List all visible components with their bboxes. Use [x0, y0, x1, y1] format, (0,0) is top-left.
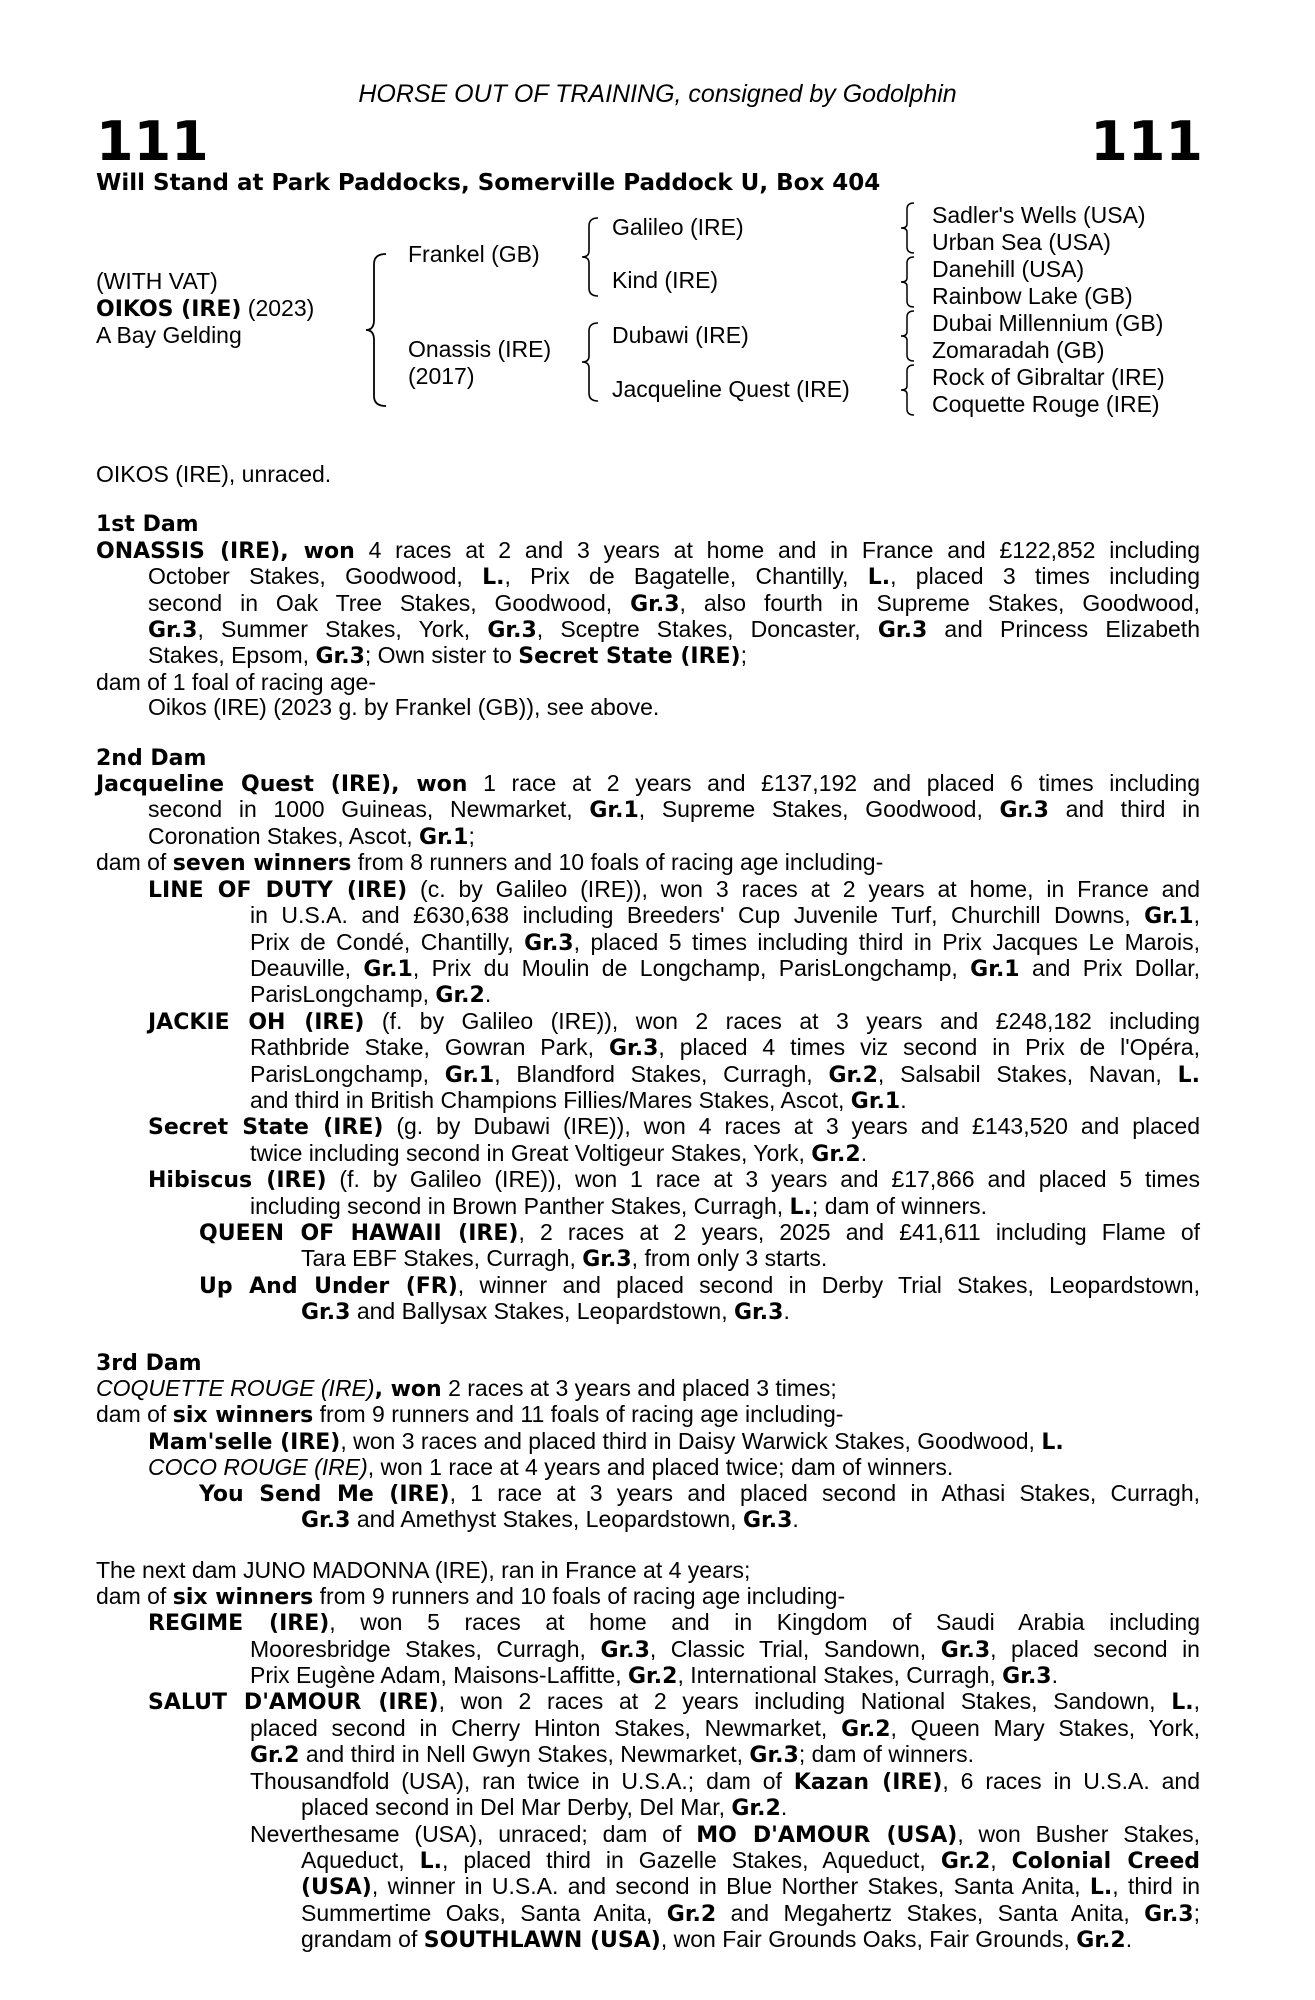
- record-text: and third in Nell Gwyn Stakes, Newmarket,: [299, 1741, 750, 1768]
- record-text: (f. by Galileo (IRE)), won 2 races at 3 years and £248,182 including: [364, 1007, 1200, 1034]
- first-dam-line: [96, 617, 1200, 643]
- grade-label: Gr.3: [600, 1637, 650, 1663]
- second-dam-section: [96, 746, 1200, 1326]
- pedigree-brace-gg1: [898, 200, 918, 256]
- winners-count: seven winners: [172, 851, 352, 877]
- record-text: , placed 3 times including: [890, 563, 1200, 590]
- horse-year: (2023): [241, 295, 315, 321]
- record-text: Prix Eugène Adam, Maisons-Laffitte,: [250, 1662, 628, 1689]
- third-dam-produce-note: [96, 1402, 1200, 1428]
- sire-dam: Kind (IRE): [612, 267, 719, 293]
- produce-entry-line: [96, 1663, 1200, 1689]
- record-text: (c. by Galileo (IRE)), won 3 races at 2 years at home, in France and: [407, 875, 1200, 902]
- vat-note: (WITH VAT): [96, 268, 218, 294]
- record-text: Deauville,: [250, 954, 364, 981]
- record-text: ; dam of winners.: [811, 1192, 988, 1219]
- pedigree-brace-dam: [580, 320, 604, 404]
- record-text: , Blandford Stakes, Curragh,: [494, 1060, 829, 1087]
- record-text: 1 race at 2 years and £137,192 and placed 6 times including: [467, 770, 1201, 797]
- produce-entry-line: [96, 1848, 1200, 1874]
- won-label: , won: [374, 1377, 442, 1402]
- record-text: , placed third in Gazelle Stakes, Aqueduct,: [441, 1846, 941, 1873]
- horse-summary: OIKOS (IRE), unraced.: [96, 461, 332, 487]
- produce-entry: [96, 1822, 1200, 1848]
- grade-label: Gr.2: [811, 1141, 861, 1167]
- record-text: 4 races at 2 and 3 years at home and in France and £122,852 including: [354, 536, 1200, 563]
- grade-label: Gr.2: [666, 1901, 717, 1927]
- produce-entry-line: [96, 1246, 1200, 1272]
- record-text: , third in: [1112, 1873, 1200, 1900]
- produce-name: Kazan (IRE): [793, 1769, 943, 1795]
- produce-name: You Send Me (IRE): [199, 1481, 450, 1507]
- produce-name: COCO ROUGE (IRE): [148, 1454, 368, 1481]
- record-text: placed second in Del Mar Derby, Del Mar,: [301, 1794, 732, 1821]
- grade-label: Gr.3: [1144, 1901, 1194, 1927]
- produce-entry-line: [96, 1088, 1200, 1114]
- record-text: , Prix du Moulin de Longchamp, ParisLongchamp,: [412, 954, 971, 981]
- first-dam-line: [96, 643, 1200, 669]
- produce-name: Up And Under (FR): [199, 1273, 458, 1299]
- produce-entry-line: [96, 1637, 1200, 1663]
- record-text: Mooresbridge Stakes, Curragh,: [250, 1635, 601, 1662]
- record-text: Summertime Oaks, Santa Anita,: [301, 1899, 667, 1926]
- lot-number-left: 111: [96, 110, 209, 173]
- record-text: , from only 3 starts.: [631, 1245, 828, 1272]
- pedigree-brace-gg3: [898, 308, 918, 364]
- catalogue-body: [96, 462, 1200, 1954]
- dam-dam: Jacqueline Quest (IRE): [612, 376, 850, 402]
- pedigree-brace-sire: [580, 215, 604, 299]
- grade-label: Gr.1: [589, 798, 639, 824]
- produce-name: SALUT D'AMOUR (IRE): [148, 1690, 439, 1716]
- grade-label: Gr.1: [970, 956, 1020, 982]
- record-text: grandam of: [301, 1926, 424, 1953]
- record-text: ,: [1193, 1688, 1200, 1715]
- record-text: , Prix de Bagatelle, Chantilly,: [504, 563, 868, 590]
- grade-label: Gr.2: [731, 1796, 781, 1822]
- record-text: Aqueduct,: [301, 1846, 420, 1873]
- produce-entry: [96, 1009, 1200, 1035]
- produce-name: (USA): [301, 1875, 372, 1901]
- produce-entry-line: [96, 1742, 1200, 1768]
- record-text: and Amethyst Stakes, Leopardstown,: [350, 1506, 743, 1533]
- produce-entry-line: [96, 1141, 1200, 1167]
- produce-entry: [96, 1689, 1200, 1715]
- great-grandsire-2: Danehill (USA): [932, 256, 1085, 282]
- grade-label: Gr.3: [582, 1247, 632, 1273]
- record-text: , won Fair Grounds Oaks, Fair Grounds,: [660, 1926, 1077, 1953]
- grade-label: Gr.2: [940, 1848, 991, 1874]
- grade-label: Gr.3: [940, 1637, 991, 1663]
- record-text: (f. by Galileo (IRE)), won 1 race at 3 years and £17,866 and placed 5 times: [326, 1166, 1200, 1193]
- produce-entry: [96, 1114, 1200, 1140]
- produce-entry-line: [96, 1874, 1200, 1900]
- dam-sire: Dubawi (IRE): [612, 322, 749, 348]
- record-text: , placed 5 times including third in Prix Jacques Le Marois,: [573, 928, 1200, 955]
- record-text: second in 1000 Guineas, Newmarket,: [148, 796, 590, 823]
- record-text: (g. by Dubawi (IRE)), won 4 races at 3 years and £143,520 and placed: [383, 1113, 1200, 1140]
- grade-label: L.: [1171, 1690, 1194, 1716]
- great-grandsire-3: Dubai Millennium (GB): [932, 310, 1164, 336]
- grade-label: Gr.1: [850, 1088, 901, 1114]
- first-dam-foal: Oikos (IRE) (2023 g. by Frankel (GB)), see above.: [148, 694, 660, 721]
- produce-entry-line: [96, 1795, 1200, 1821]
- produce-entry: [96, 1769, 1200, 1795]
- record-text: .: [860, 1139, 868, 1166]
- grade-label: Gr.2: [250, 1743, 300, 1769]
- record-text: ; Own sister to: [364, 642, 519, 669]
- record-text: placed second in Cherry Hinton Stakes, Newmarket,: [250, 1714, 842, 1741]
- produce-name: Mam'selle (IRE): [148, 1429, 341, 1455]
- record-text: from 8 runners and 10 foals of racing age including-: [351, 849, 884, 876]
- grand-produce-entry: [96, 1220, 1200, 1246]
- record-text: Coronation Stakes, Ascot,: [148, 822, 420, 849]
- grade-label: Gr.1: [363, 956, 413, 982]
- first-dam-produce-note: dam of 1 foal of racing age-: [96, 668, 376, 695]
- record-text: and third in: [1048, 796, 1200, 823]
- grade-label: Gr.3: [1002, 1664, 1052, 1690]
- record-text: .: [1051, 1662, 1058, 1689]
- produce-entry: [96, 877, 1200, 903]
- grade-label: Gr.2: [841, 1716, 891, 1742]
- produce-name: JACKIE OH (IRE): [148, 1009, 365, 1035]
- produce-entry-line: [96, 1035, 1200, 1061]
- record-text: .: [792, 1506, 799, 1533]
- great-granddam-3: Zomaradah (GB): [932, 337, 1105, 363]
- record-text: .: [484, 981, 492, 1008]
- record-text: and Prix Dollar,: [1019, 954, 1200, 981]
- produce-entry-line: [96, 903, 1200, 929]
- produce-entry-line: [96, 1507, 1200, 1533]
- third-dam-heading: 3rd Dam: [96, 1350, 202, 1376]
- record-text: , placed second in: [990, 1635, 1200, 1662]
- horse-description: A Bay Gelding: [96, 322, 242, 348]
- record-text: 2 races at 3 years and placed 3 times;: [441, 1375, 837, 1401]
- grade-label: Gr.3: [742, 1508, 793, 1534]
- third-dam-line: [96, 1376, 1200, 1402]
- lot-number-right: 111: [1090, 110, 1203, 173]
- produce-entry-line: [96, 982, 1200, 1008]
- produce-name: Secret State (IRE): [148, 1115, 384, 1141]
- record-text: , also fourth in Supreme Stakes, Goodwood,: [679, 589, 1200, 616]
- first-dam-name: ONASSIS (IRE): [96, 538, 281, 564]
- grade-label: L.: [867, 565, 891, 591]
- produce-name: LINE OF DUTY (IRE): [148, 877, 408, 903]
- pedigree-brace-gg2: [898, 254, 918, 310]
- record-text: Thousandfold (USA), ran twice in U.S.A.; dam of: [250, 1767, 794, 1794]
- record-text: , 1 race at 3 years and placed second in Athasi Stakes, Curragh,: [449, 1479, 1200, 1506]
- horse-name-line: [96, 295, 314, 323]
- produce-name: QUEEN OF HAWAII (IRE): [199, 1220, 519, 1246]
- record-text: , winner and placed second in Derby Trial Stakes, Leopardstown,: [457, 1271, 1200, 1298]
- grand-produce-entry: [96, 1273, 1200, 1299]
- record-text: ;: [740, 642, 747, 669]
- won-label: , won: [391, 772, 468, 798]
- grade-label: Gr.1: [1144, 904, 1194, 930]
- grade-label: Gr.1: [419, 824, 469, 850]
- record-text: , 2 races at 2 years, 2025 and £41,611 including Flame of: [518, 1218, 1200, 1245]
- record-text: , won 3 races and placed third in Daisy Warwick Stakes, Goodwood,: [340, 1427, 1042, 1454]
- record-text: , International Stakes, Curragh,: [677, 1662, 1003, 1689]
- pedigree-brace-gg4: [898, 362, 918, 418]
- record-text: .: [783, 1298, 790, 1325]
- grade-label: Gr.3: [608, 1036, 659, 1062]
- record-text: , won Busher Stakes,: [957, 1820, 1200, 1847]
- record-text: Tara EBF Stakes, Curragh,: [301, 1245, 583, 1272]
- second-dam-heading: 2nd Dam: [96, 745, 207, 771]
- record-text: , Salsabil Stakes, Navan,: [877, 1060, 1178, 1087]
- first-dam-section: [96, 512, 1200, 720]
- record-text: and Megahertz Stakes, Santa Anita,: [716, 1899, 1145, 1926]
- second-dam-line: [96, 824, 1200, 850]
- record-text: and Princess Elizabeth: [927, 616, 1200, 643]
- second-dam-line: [96, 771, 1200, 797]
- produce-entry: [96, 1610, 1200, 1636]
- great-granddam-2: Rainbow Lake (GB): [932, 283, 1133, 309]
- great-granddam-4: Coquette Rouge (IRE): [932, 391, 1160, 417]
- stand-location: Will Stand at Park Paddocks, Somerville Paddock U, Box 404: [96, 170, 881, 196]
- record-text: second in Oak Tree Stakes, Goodwood,: [148, 589, 631, 616]
- grade-label: Gr.3: [148, 618, 198, 644]
- record-text: .: [900, 1086, 907, 1113]
- next-dam-produce-note: [96, 1584, 1200, 1610]
- record-text: ;: [468, 822, 475, 849]
- record-text: dam of: [96, 849, 173, 876]
- record-text: ;: [1193, 1899, 1200, 1926]
- record-text: , Summer Stakes, York,: [197, 616, 488, 643]
- grade-label: L.: [1177, 1062, 1200, 1088]
- record-text: .: [780, 1794, 788, 1821]
- grade-label: Gr.3: [487, 618, 537, 644]
- great-grandsire-1: Sadler's Wells (USA): [932, 202, 1146, 228]
- record-text: , Sceptre Stakes, Doncaster,: [536, 616, 878, 643]
- produce-entry-line: [96, 1927, 1200, 1953]
- grade-label: Gr.2: [1076, 1928, 1126, 1954]
- grade-label: Gr.3: [630, 591, 680, 617]
- produce-name: REGIME (IRE): [148, 1611, 330, 1637]
- grade-label: L.: [482, 565, 505, 591]
- record-text: October Stakes, Goodwood,: [148, 563, 483, 590]
- next-dam-line: The next dam JUNO MADONNA (IRE), ran in France at 4 years;: [96, 1557, 751, 1584]
- grade-label: L.: [419, 1848, 442, 1874]
- first-dam-line: [96, 591, 1200, 617]
- record-text: including second in Brown Panther Stakes, Curragh,: [250, 1192, 790, 1219]
- record-text: , won 5 races at home and in Kingdom of Saudi Arabia including: [329, 1609, 1200, 1636]
- great-granddam-1: Urban Sea (USA): [932, 229, 1111, 255]
- record-text: Neverthesame (USA), unraced; dam of: [250, 1820, 697, 1847]
- produce-entry: [96, 1167, 1200, 1193]
- produce-name: Colonial Creed: [1011, 1848, 1201, 1874]
- sire-sire: Galileo (IRE): [612, 214, 744, 240]
- produce-name: MO D'AMOUR (USA): [696, 1822, 958, 1848]
- first-dam-line: [96, 564, 1200, 590]
- second-dam-name: Jacqueline Quest (IRE): [96, 772, 392, 798]
- grade-label: Gr.3: [999, 798, 1049, 824]
- grade-label: Gr.3: [315, 644, 365, 670]
- record-text: .: [1125, 1926, 1133, 1953]
- sibling-name: Secret State (IRE): [518, 644, 741, 670]
- sire: Frankel (GB): [408, 241, 540, 267]
- produce-entry-line: [96, 1716, 1200, 1742]
- record-text: , winner in U.S.A. and second in Blue Norther Stakes, Santa Anita,: [371, 1873, 1090, 1900]
- grand-produce-entry: [96, 1481, 1200, 1507]
- record-text: dam of: [96, 1582, 173, 1609]
- grade-label: Gr.2: [435, 983, 485, 1009]
- produce-name: Hibiscus (IRE): [148, 1168, 327, 1194]
- record-text: ,: [990, 1846, 1012, 1873]
- record-text: , won 1 race at 4 years and placed twice; dam of winners.: [367, 1454, 954, 1481]
- record-text: from 9 runners and 10 foals of racing age including-: [313, 1582, 846, 1609]
- dam-year: (2017): [408, 363, 475, 389]
- horse-name: OIKOS (IRE): [96, 297, 242, 322]
- record-text: ParisLongchamp,: [250, 981, 436, 1008]
- record-text: ,: [1193, 902, 1200, 929]
- record-text: , Classic Trial, Sandown,: [649, 1635, 941, 1662]
- grade-label: Gr.3: [301, 1300, 351, 1326]
- second-dam-line: [96, 797, 1200, 823]
- produce-entry-line: [96, 1062, 1200, 1088]
- record-text: from 9 runners and 11 foals of racing age including-: [313, 1401, 844, 1428]
- record-text: , won 2 races at 2 years including National Stakes, Sandown,: [438, 1688, 1172, 1715]
- produce-entry: [96, 1455, 1200, 1480]
- grade-label: Gr.3: [877, 618, 928, 644]
- grade-label: L.: [789, 1194, 812, 1220]
- dam-name: Onassis (IRE): [408, 336, 552, 362]
- record-text: and third in British Champions Fillies/Mares Stakes, Ascot,: [250, 1086, 851, 1113]
- record-text: Rathbride Stake, Gowran Park,: [250, 1034, 609, 1061]
- produce-entry: [96, 1429, 1200, 1455]
- first-dam-line: [96, 538, 1200, 564]
- grade-label: Gr.3: [301, 1508, 351, 1534]
- grade-label: L.: [1041, 1429, 1064, 1455]
- third-dam-name: COQUETTE ROUGE (IRE): [96, 1375, 375, 1401]
- record-text: Prix de Condé, Chantilly,: [250, 928, 525, 955]
- second-dam-produce-note: [96, 850, 1200, 876]
- pedigree-brace-main: [364, 250, 394, 410]
- grade-label: L.: [1089, 1875, 1113, 1901]
- grade-label: Gr.3: [734, 1300, 784, 1326]
- won-label: , won: [280, 538, 355, 564]
- grade-label: Gr.2: [828, 1062, 878, 1088]
- produce-entry-line: [96, 1194, 1200, 1220]
- third-dam-section: [96, 1351, 1200, 1534]
- produce-entry-line: [96, 1901, 1200, 1927]
- grade-label: Gr.1: [444, 1062, 495, 1088]
- record-text: in U.S.A. and £630,638 including Breeders' Cup Juvenile Turf, Churchill Downs,: [250, 902, 1145, 929]
- next-dam-section: [96, 1558, 1200, 1953]
- produce-entry-line: [96, 1299, 1200, 1325]
- great-grandsire-4: Rock of Gibraltar (IRE): [932, 364, 1165, 390]
- grade-label: Gr.3: [524, 930, 574, 956]
- produce-entry-line: [96, 930, 1200, 956]
- record-text: and Ballysax Stakes, Leopardstown,: [350, 1298, 734, 1325]
- record-text: , Supreme Stakes, Goodwood,: [638, 796, 1000, 823]
- winners-count: six winners: [172, 1403, 314, 1429]
- grade-label: Gr.2: [628, 1664, 678, 1690]
- record-text: , 6 races in U.S.A. and: [942, 1767, 1200, 1794]
- produce-name: SOUTHLAWN (USA): [423, 1928, 661, 1954]
- record-text: dam of: [96, 1401, 173, 1428]
- record-text: Stakes, Epsom,: [148, 642, 316, 669]
- record-text: , Queen Mary Stakes, York,: [890, 1714, 1201, 1741]
- record-text: , placed 4 times viz second in Prix de l'Opéra,: [658, 1034, 1200, 1061]
- consignment-header: HORSE OUT OF TRAINING, consigned by Godolphin: [358, 80, 957, 108]
- record-text: ; dam of winners.: [798, 1741, 974, 1768]
- produce-entry-line: [96, 956, 1200, 982]
- first-dam-heading: 1st Dam: [96, 512, 199, 538]
- record-text: ParisLongchamp,: [250, 1060, 445, 1087]
- winners-count: six winners: [172, 1584, 314, 1610]
- record-text: twice including second in Great Voltigeur Stakes, York,: [250, 1139, 812, 1166]
- grade-label: Gr.3: [749, 1743, 799, 1769]
